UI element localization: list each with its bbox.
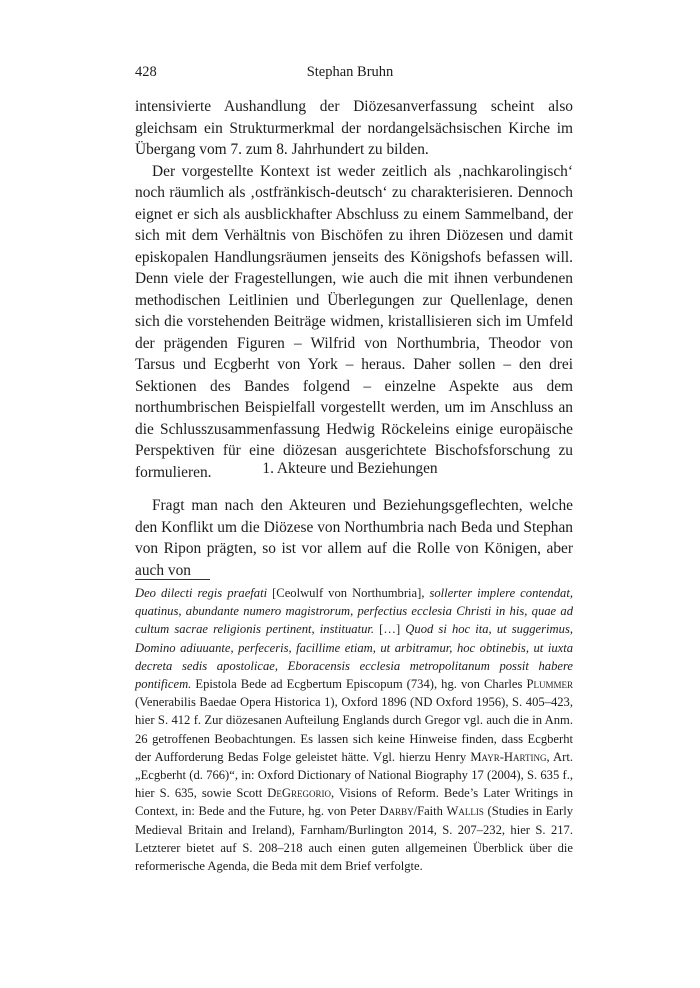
author-wallis: Wallis xyxy=(446,804,484,819)
footnote-text-1: [Ceolwulf von Northumbria], xyxy=(267,586,430,600)
running-head: Stephan Bruhn xyxy=(306,64,394,80)
footnote-text-5: , Art. „Ecgberht (d. 766)“, in: Oxford Dictionary of National Biography 17 (2004), S. 635 f., hier S. 635, sowie Scott xyxy=(135,749,573,801)
body-text-section xyxy=(135,495,573,581)
footnote-text-4: (Venerabilis Baedae Opera Historica 1), Oxford 1896 (ND Oxford 1956), S. 405–423, hier S. 412 f. Zur diözesanen Aufteilung Englands durch Gregor vgl. auch die in Anm. 26 getroffenen Beobachtungen. Es lassen sich keine Hinweise finden, dass Ecgberht der Aufforderung Bedas Folge geleistet hätte. Vgl. hierzu Henry xyxy=(135,695,573,764)
footnote-text-3: Epistola Bede ad Ecgbertum Episcopum (734), hg. von Charles xyxy=(191,677,527,692)
author-plummer: Plummer xyxy=(526,677,573,692)
footnote-latin-quote-3: Quod si hoc ita, ut suggerimus, Domino adiuuante, perfeceris, facillime etiam, ut arbitramur, hoc obtinebis, ut iuxta decreta sedis apostolicae, Eboracensis ecclesia metropolitanum possit habere pontificem. xyxy=(135,622,573,692)
footnote-text-8: (Studies in Early Medieval Britain and Ireland), Farnham/Burlington 2014, S. 207–232, hier S. 217. Letzterer bietet auf S. 208–218 auch einen guten allgemeinen Überblick über die reformerische Agenda, die Beda mit dem Brief verfolgte. xyxy=(135,804,574,874)
footnote-latin-quote-1: Deo dilecti regis praefati xyxy=(135,586,268,600)
author-darby: Darby xyxy=(379,804,414,819)
section-heading: 1. Akteure und Beziehungen xyxy=(262,460,438,477)
page-number: 428 xyxy=(135,64,157,80)
author-mayr-harting: Mayr-Harting xyxy=(470,749,547,764)
paragraph-1: intensivierte Aushandlung der Diözesanverfassung scheint also gleichsam ein Strukturmerkmal der nordangelsächsischen Kirche im Übergang vom 7. zum 8. Jahrhundert zu bilden. xyxy=(135,98,573,158)
paragraph-3: Fragt man nach den Akteuren und Beziehungsgeflechten, welche den Konflikt um die Diözese von Northumbria nach Beda und Stephan von Ripon prägten, so ist vor allem auf die Rolle von Königen, aber auch von xyxy=(135,497,573,579)
footnote-text-7: /Faith xyxy=(413,804,447,819)
body-text xyxy=(135,96,573,483)
footnote-text-6: , Visions of Reform. Bede’s Later Writings in Context, in: Bede and the Future, hg. von Peter xyxy=(135,786,573,819)
footnote-text-2: […] xyxy=(374,622,406,637)
footnote-divider xyxy=(135,579,210,580)
paragraph-2: Der vorgestellte Kontext ist weder zeitlich als ‚nachkarolingisch‘ noch räumlich als ‚ostfränkisch-deutsch‘ zu charakterisieren. Dennoch eignet er sich als ausblickhafter Abschluss zu einem Sammelband, der sich mit dem Verhältnis von Bischöfen zu ihren Diözesen und damit episkopalen Handlungsräumen jenseits des Königshofs befassen will. Denn viele der Fragestellungen, wie auch die mit ihnen verbundenen methodischen Leitlinien und Überlegungen zur Quellenlage, denen sich die vorstehenden Beiträge widmen, kristallisieren sich im Umfeld der prägenden Figuren – Wilfrid von Northumbria, Theodor von Tarsus und Ecgberht von York – heraus. Daher sollen – den drei Sektionen des Bandes folgend – einzelne Aspekte aus dem northumbrischen Beispielfall vorgestellt werden, um im Anschluss an die Schlusszusammenfassung Hedwig Röckeleins einige europäische Perspektiven für eine diözesan ausgerichtete Bischofsforschung zu formulieren. xyxy=(135,162,573,481)
footnote-latin-quote-2: sollerter implere contendat, quatinus, abundante numero magistrorum, perfectius ecclesia Christi in his, quae ad cultum sacrae religionis pertinent, instituatur. xyxy=(135,586,573,637)
author-degregorio: DeGregorio xyxy=(267,786,331,801)
footnote xyxy=(135,584,573,875)
